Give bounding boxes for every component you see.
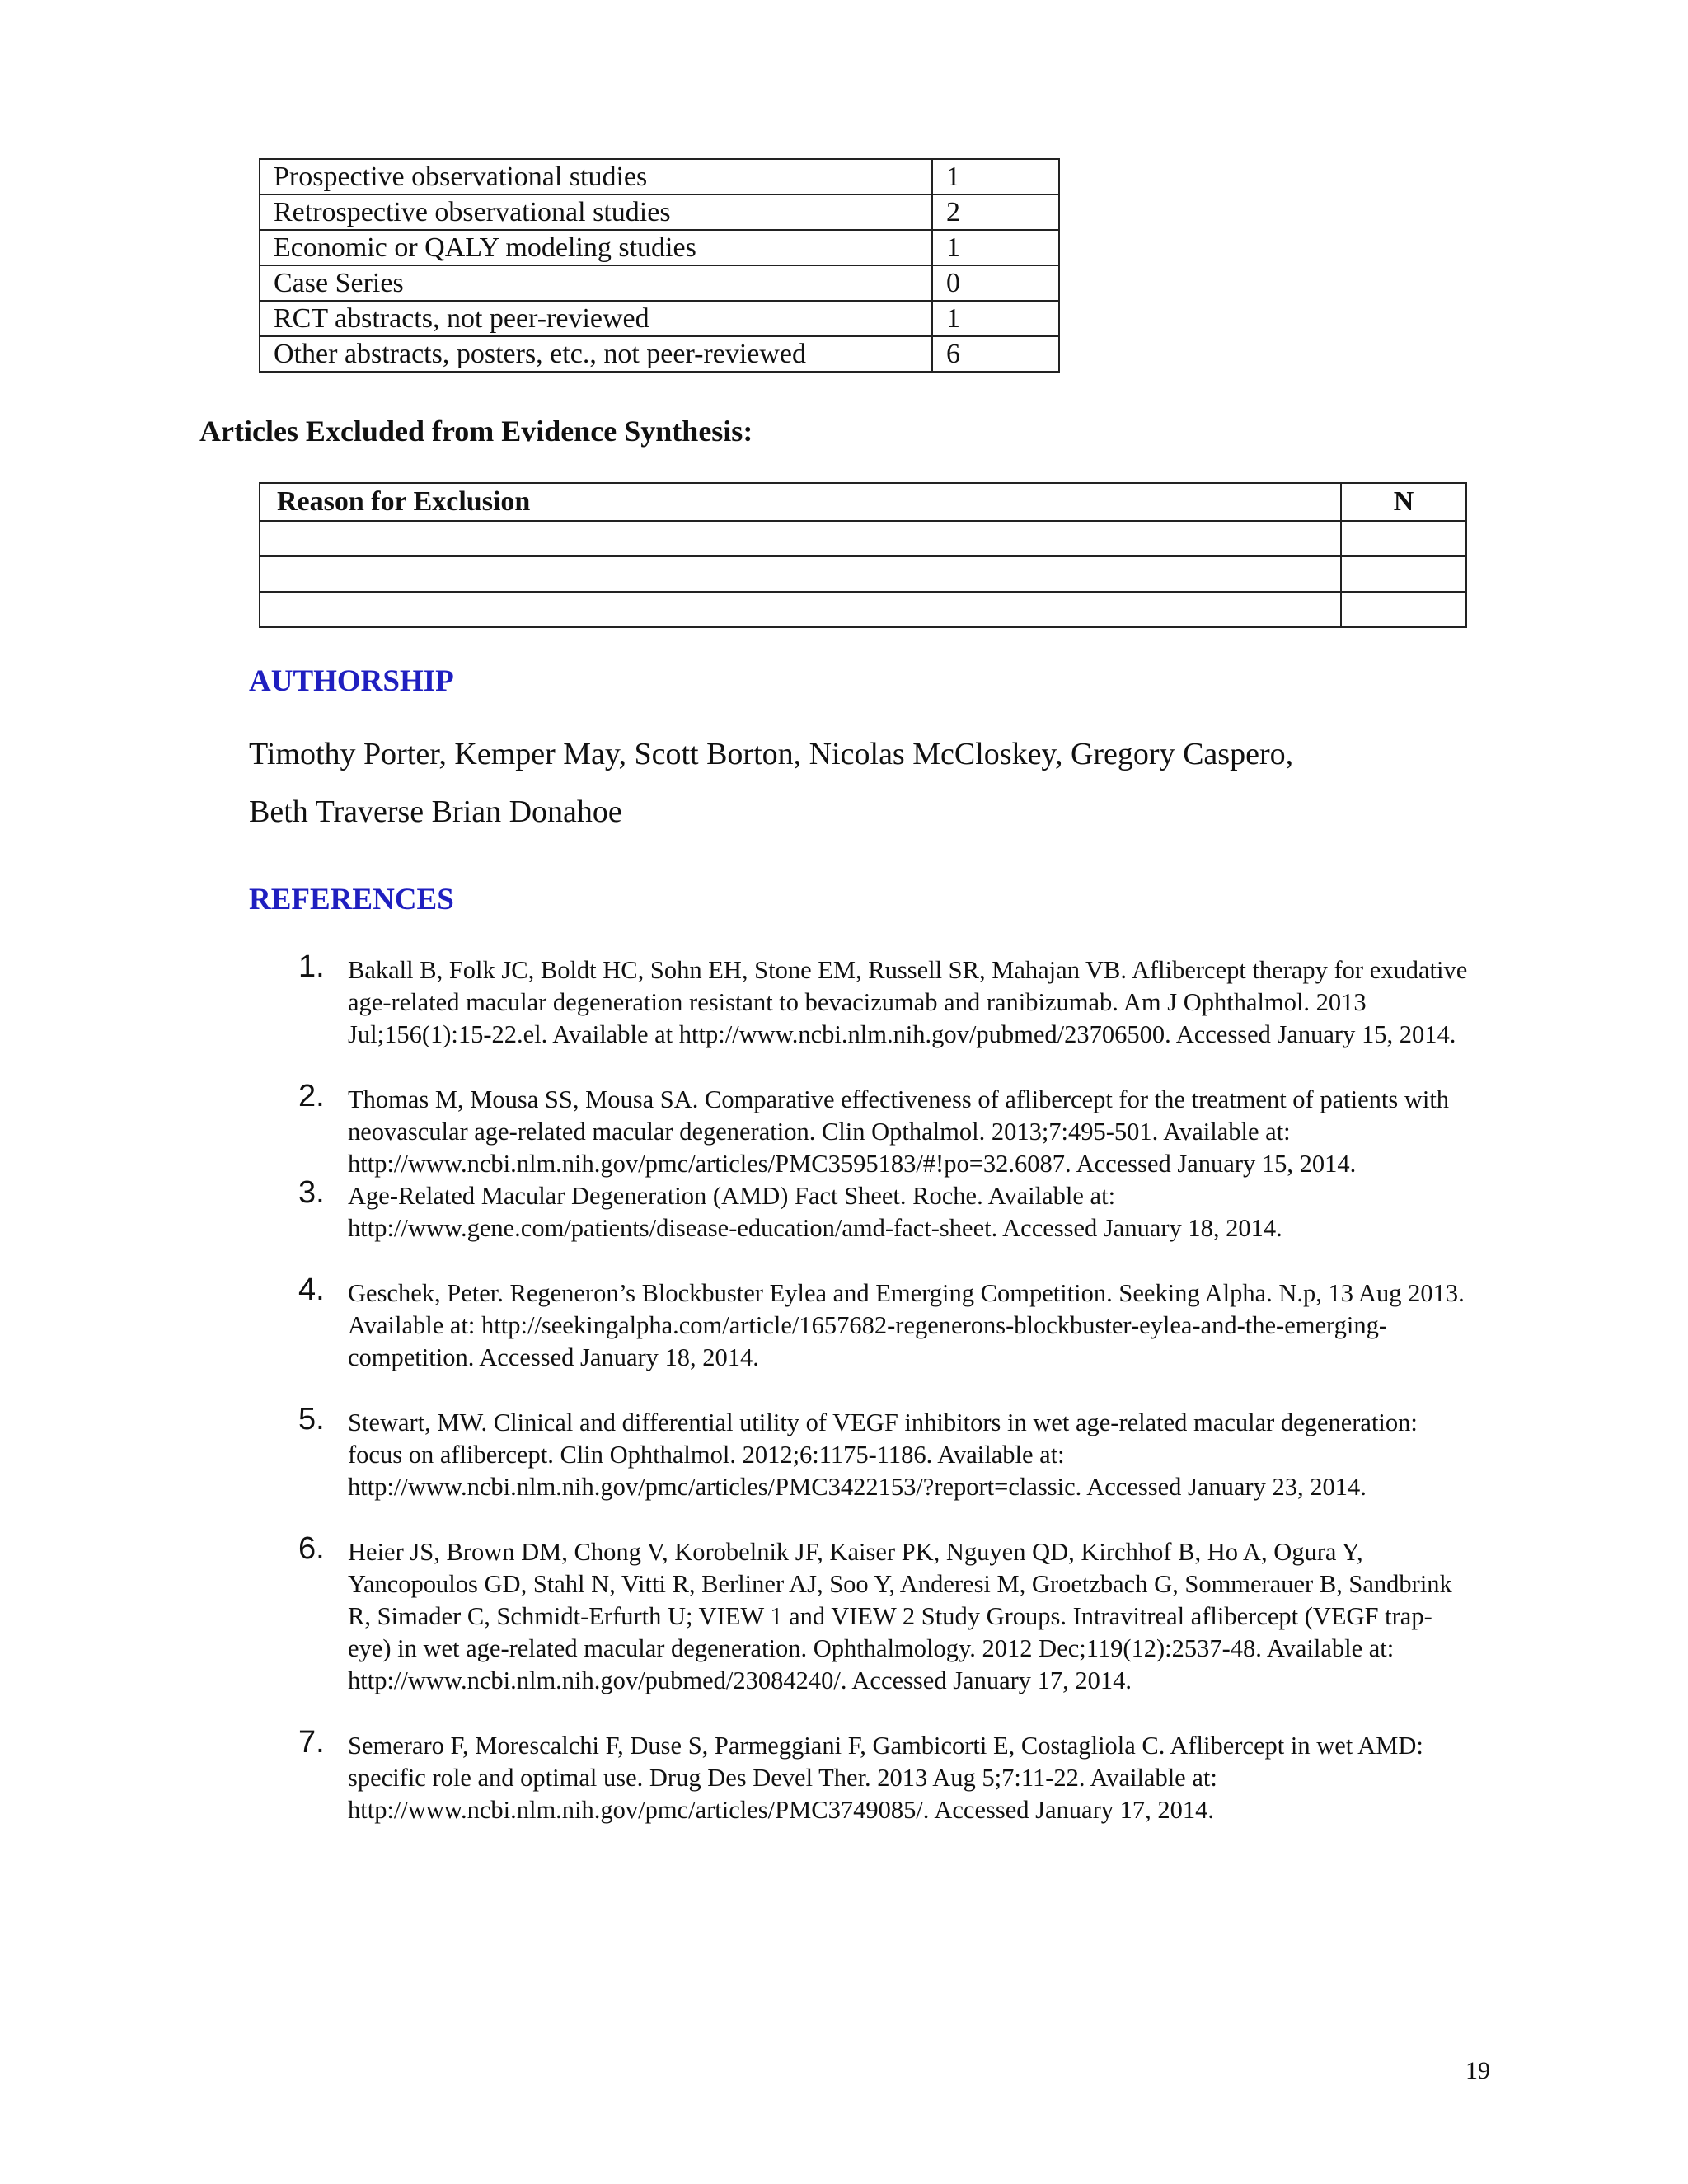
reference-item	[297, 1725, 1475, 1826]
reference-item	[297, 1272, 1475, 1374]
reference-text: Geschek, Peter. Regeneron’s Blockbuster Eylea and Emerging Competition. Seeking Alpha. N.p, 13 Aug 2013. Available at: http://seekingalpha.com/article/1657682-regenerons-blockbuster-eylea-and-the-emerging-competition. Accessed January 18, 2014.	[348, 1279, 1465, 1371]
reference-number: 3.	[298, 1175, 325, 1210]
study-type-label: Economic or QALY modeling studies	[260, 230, 932, 265]
reference-number: 2.	[298, 1079, 325, 1113]
reference-number: 1.	[298, 949, 325, 984]
authorship-heading: AUTHORSHIP	[249, 664, 454, 698]
study-count: 6	[932, 336, 1059, 372]
excluded-articles-heading: Articles Excluded from Evidence Synthesis:	[199, 415, 753, 448]
references-heading: REFERENCES	[249, 883, 454, 916]
study-type-label: Other abstracts, posters, etc., not peer-reviewed	[260, 336, 932, 372]
reference-text: Thomas M, Mousa SS, Mousa SA. Comparative effectiveness of aflibercept for the treatment of patients with neovascular age-related macular degeneration. Clin Opthalmol. 2013;7:495-501. Available at: http://www.ncbi.nlm.nih.gov/pmc/articles/PMC3595183/#!po=32.6087. Accessed January 15, 2014.	[348, 1085, 1450, 1178]
table-row	[260, 556, 1466, 592]
study-count: 1	[932, 230, 1059, 265]
reference-number: 7.	[298, 1725, 325, 1760]
study-count: 2	[932, 194, 1059, 230]
table-row	[260, 521, 1466, 556]
reference-number: 6.	[298, 1531, 325, 1566]
exclusion-reason-cell	[260, 592, 1341, 627]
table-row	[260, 159, 1059, 194]
reference-item	[297, 1402, 1475, 1503]
reference-text: Age-Related Macular Degeneration (AMD) Fact Sheet. Roche. Available at: http://www.gene.com/patients/disease-education/amd-fact-sheet. Accessed January 18, 2014.	[348, 1182, 1282, 1242]
reference-item	[297, 949, 1475, 1051]
table-row	[260, 230, 1059, 265]
study-type-label: Retrospective observational studies	[260, 194, 932, 230]
reference-text: Semeraro F, Morescalchi F, Duse S, Parmeggiani F, Gambicorti E, Costagliola C. Aflibercept in wet AMD: specific role and optimal use. Drug Des Devel Ther. 2013 Aug 5;7:11-22. Available at: http://www.ncbi.nlm.nih.gov/pmc/articles/PMC3749085/. Accessed January 17, 2014.	[348, 1732, 1423, 1824]
study-type-label: Prospective observational studies	[260, 159, 932, 194]
study-type-label: RCT abstracts, not peer-reviewed	[260, 301, 932, 336]
reference-item	[297, 1079, 1475, 1180]
study-type-table	[259, 158, 1060, 373]
exclusion-n-cell	[1341, 592, 1466, 627]
reference-number: 5.	[298, 1402, 325, 1436]
reason-column-header: Reason for Exclusion	[260, 483, 1341, 521]
table-row	[260, 265, 1059, 301]
reference-text: Bakall B, Folk JC, Boldt HC, Sohn EH, Stone EM, Russell SR, Mahajan VB. Aflibercept therapy for exudative age-related macular degeneration resistant to bevacizumab and ranibizumab. Am J Ophthalmol. 2013 Jul;156(1):15-22.el. Available at http://www.ncbi.nlm.nih.gov/pubmed/23706500. Accessed January 15, 2014.	[348, 956, 1468, 1048]
reference-text: Heier JS, Brown DM, Chong V, Korobelnik JF, Kaiser PK, Nguyen QD, Kirchhof B, Ho A, Ogura Y, Yancopoulos GD, Stahl N, Vitti R, Berliner AJ, Soo Y, Anderesi M, Groetzbach G, Sommerauer B, Sandbrink R, Simader C, Schmidt-Erfurth U; VIEW 1 and VIEW 2 Study Groups. Intravitreal aflibercept (VEGF trap-eye) in wet age-related macular degeneration. Ophthalmology. 2012 Dec;119(12):2537-48. Available at: http://www.ncbi.nlm.nih.gov/pubmed/23084240/. Accessed January 17, 2014.	[348, 1538, 1452, 1694]
table-header-row	[260, 483, 1466, 521]
reference-number: 4.	[298, 1272, 325, 1307]
exclusion-reason-cell	[260, 556, 1341, 592]
table-row	[260, 336, 1059, 372]
reference-item	[297, 1531, 1475, 1697]
n-column-header: N	[1341, 483, 1466, 521]
exclusion-n-cell	[1341, 521, 1466, 556]
reference-list	[297, 949, 1475, 1859]
study-type-label: Case Series	[260, 265, 932, 301]
exclusion-table	[259, 482, 1467, 628]
reference-text: Stewart, MW. Clinical and differential utility of VEGF inhibitors in wet age-related macular degeneration: focus on aflibercept. Clin Ophthalmol. 2012;6:1175-1186. Available at: http://www.ncbi.nlm.nih.gov/pmc/articles/PMC3422153/?report=classic. Accessed January 23, 2014.	[348, 1408, 1418, 1501]
study-count: 1	[932, 159, 1059, 194]
study-count: 0	[932, 265, 1059, 301]
study-count: 1	[932, 301, 1059, 336]
reference-item	[297, 1175, 1475, 1244]
page-number: 19	[1465, 2057, 1490, 2084]
table-row	[260, 301, 1059, 336]
table-row	[260, 194, 1059, 230]
table-row	[260, 592, 1466, 627]
authors-list: Timothy Porter, Kemper May, Scott Borton, Nicolas McCloskey, Gregory Caspero, Beth Traverse Brian Donahoe	[249, 737, 1294, 829]
exclusion-reason-cell	[260, 521, 1341, 556]
exclusion-n-cell	[1341, 556, 1466, 592]
